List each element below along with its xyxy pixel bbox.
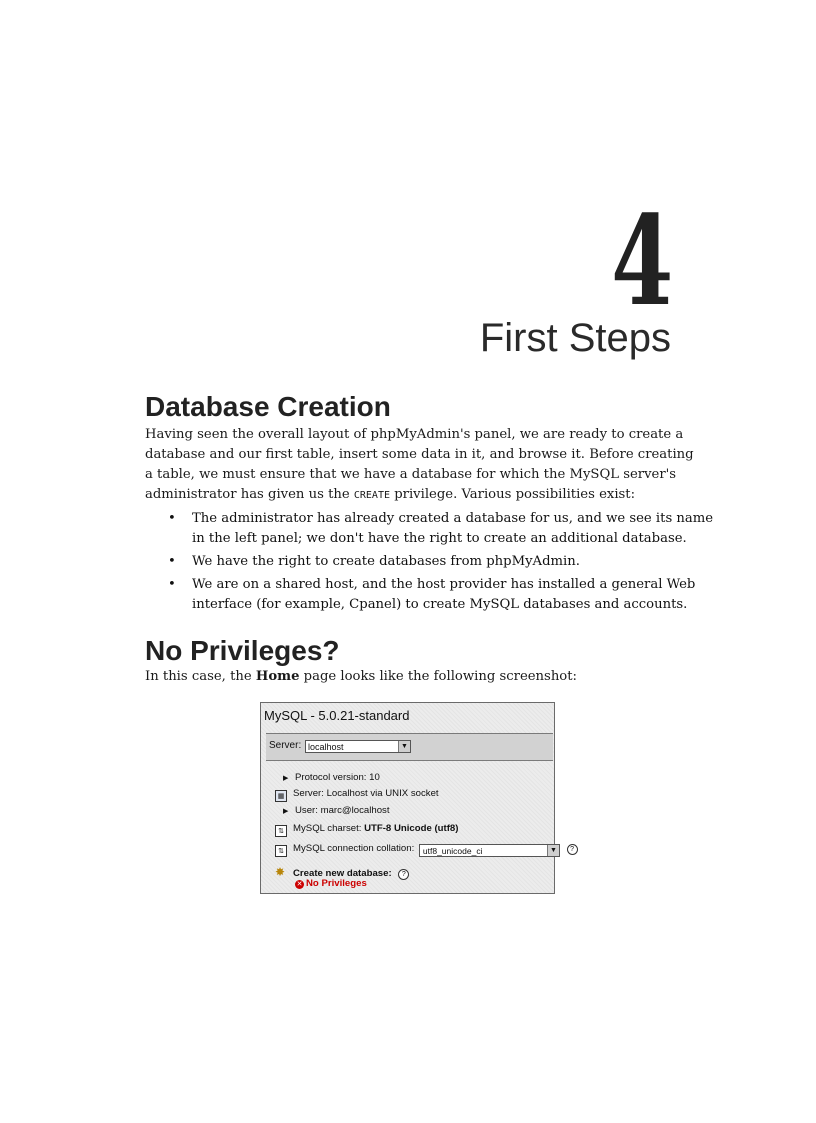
server-choice-box — [266, 733, 553, 761]
possibilities-list — [145, 509, 714, 618]
error-icon: ✕ — [296, 881, 303, 888]
bullet-arrow-icon: ▶ — [283, 808, 289, 815]
collation-select-value: utf8_unicode_ci — [422, 846, 483, 856]
no-privileges-message: No Privileges — [306, 878, 367, 889]
list-item-line: • The administrator has already created a database for us, and we see its name — [192, 511, 714, 526]
user-row — [283, 805, 390, 816]
intro-text-before-code: administrator has given us the — [145, 487, 354, 502]
list-item — [145, 575, 696, 615]
collation-icon: ⇅ — [275, 845, 287, 857]
intro-line: a table, we must ensure that we have a database for which the MySQL server's — [145, 467, 677, 482]
charset-value: UTF-8 Unicode (utf8) — [364, 823, 459, 834]
intro-text-after-code: privilege. Various possibilities exist: — [390, 487, 636, 502]
help-icon[interactable]: ? — [567, 844, 578, 855]
section-heading-no-privileges: No Privileges? — [145, 635, 340, 666]
para-text-after: page looks like the following screenshot: — [299, 669, 577, 684]
intro-line-last — [145, 485, 675, 506]
chevron-down-icon[interactable]: ▼ — [547, 845, 559, 856]
server-select[interactable] — [305, 740, 411, 753]
server-info-row — [275, 788, 439, 802]
bullet-arrow-icon: ▶ — [283, 775, 289, 782]
list-item-line: • We have the right to create databases from phpMyAdmin. — [192, 554, 580, 569]
create-code: CREATE — [353, 490, 390, 501]
help-icon[interactable]: ? — [398, 869, 409, 880]
no-privileges-row — [295, 878, 367, 889]
no-privileges-paragraph — [145, 667, 675, 687]
list-item-line: in the left panel; we don't have the right to create an additional database. — [192, 531, 687, 546]
chapter-title: First Steps — [479, 316, 671, 360]
collation-label: MySQL connection collation: — [293, 843, 415, 854]
create-db-label: Create new database: — [293, 868, 392, 879]
protocol-row — [283, 772, 380, 783]
intro-line: Having seen the overall layout of phpMyAdmin's panel, we are ready to create a — [145, 427, 684, 442]
server-select-value: localhost — [308, 742, 344, 752]
list-item — [145, 552, 675, 572]
intro-paragraph — [145, 425, 694, 506]
para-text-before: In this case, the — [145, 669, 256, 684]
home-bold: Home — [255, 669, 300, 684]
server-icon: ▦ — [275, 790, 287, 802]
mysql-version-title: MySQL - 5.0.21-standard — [264, 708, 410, 723]
charset-row — [275, 823, 458, 837]
list-item-line: interface (for example, Cpanel) to create MySQL databases and accounts. — [192, 597, 688, 612]
collation-select[interactable] — [419, 844, 560, 857]
new-database-icon: ✸ — [275, 865, 286, 879]
protocol-version: Protocol version: 10 — [295, 772, 380, 783]
phpmyadmin-screenshot — [260, 702, 575, 894]
list-item — [145, 509, 714, 549]
server-info: Server: Localhost via UNIX socket — [293, 788, 439, 799]
charset-label: MySQL charset: — [293, 823, 365, 834]
server-label: Server: — [269, 740, 302, 751]
list-item-line: • We are on a shared host, and the host provider has installed a general Web — [192, 577, 696, 592]
chevron-down-icon[interactable]: ▼ — [398, 741, 410, 752]
collation-row — [275, 843, 578, 857]
intro-line: database and our first table, insert some data in it, and browse it. Before creating — [145, 447, 694, 462]
chapter-number: 4 — [610, 189, 673, 334]
user-info: User: marc@localhost — [295, 805, 390, 816]
charset-icon: ⇅ — [275, 825, 287, 837]
section-heading-database-creation: Database Creation — [145, 391, 391, 422]
